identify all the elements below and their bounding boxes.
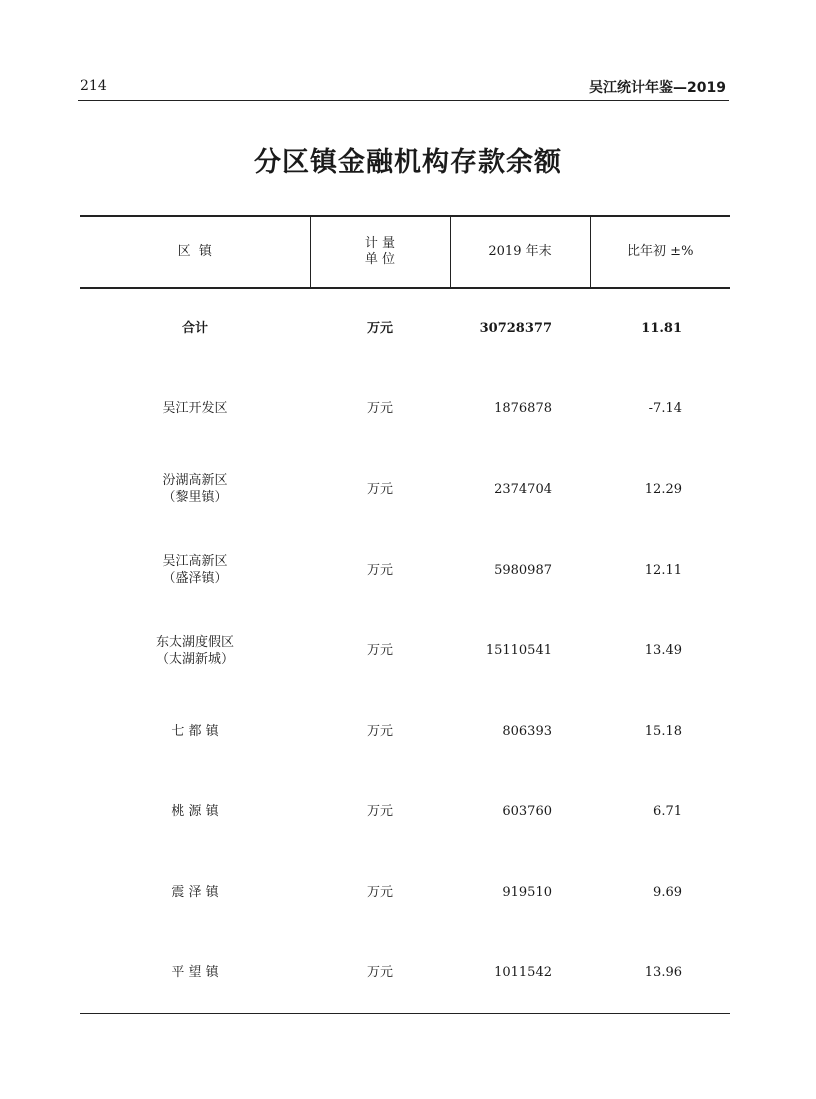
year-end-value-cell: 5980987 bbox=[494, 562, 552, 578]
table-row bbox=[80, 530, 730, 611]
table-row bbox=[80, 852, 730, 933]
table-row bbox=[80, 691, 730, 772]
unit-cell: 万元 bbox=[310, 933, 450, 1014]
table-row bbox=[80, 369, 730, 450]
unit-cell: 万元 bbox=[366, 643, 393, 659]
change-percent-cell: -7.14 bbox=[648, 401, 682, 417]
year-end-value-cell: 30728377 bbox=[479, 321, 552, 337]
district-name: 合计 bbox=[181, 321, 208, 337]
district-cell bbox=[80, 772, 310, 853]
unit-header-line1: 计 量 bbox=[364, 236, 396, 251]
district-cell bbox=[80, 852, 310, 933]
district-cell bbox=[80, 691, 310, 772]
year-end-value-cell: 2374704 bbox=[494, 481, 552, 497]
district-name: 桃 源 镇 bbox=[171, 804, 219, 820]
district-header-label: 区 镇 bbox=[177, 244, 212, 259]
district-name: 七 都 镇 bbox=[171, 723, 219, 739]
change-percent-cell: 13.96 bbox=[590, 933, 730, 1014]
year-end-value-cell: 919510 bbox=[502, 884, 552, 900]
unit-cell: 万元 bbox=[366, 804, 393, 820]
table-row bbox=[80, 449, 730, 530]
year-end-value-cell: 1011542 bbox=[450, 933, 590, 1014]
change-percent-cell: 12.11 bbox=[644, 562, 682, 578]
district-name: 汾湖高新区 bbox=[162, 473, 228, 489]
district-name: 平 望 镇 bbox=[171, 965, 219, 981]
district-cell bbox=[80, 933, 310, 1014]
page-title: 分区镇金融机构存款余额 bbox=[254, 147, 562, 178]
district-alias: （黎里镇） bbox=[162, 490, 228, 506]
district-name: 东太湖度假区 bbox=[155, 634, 234, 650]
district-name: 吴江高新区 bbox=[162, 554, 228, 570]
change-percent-cell: 6.71 bbox=[653, 804, 682, 820]
district-alias: （盛泽镇） bbox=[162, 571, 228, 587]
district-cell bbox=[80, 610, 310, 691]
unit-cell: 万元 bbox=[366, 562, 393, 578]
column-header-district bbox=[80, 216, 310, 288]
header-row bbox=[80, 216, 730, 288]
year-end-value-cell: 603760 bbox=[502, 804, 552, 820]
district-cell bbox=[80, 449, 310, 530]
unit-header-line2: 单 位 bbox=[364, 252, 396, 267]
district-cell bbox=[80, 288, 310, 369]
district-cell bbox=[80, 530, 310, 611]
page-number: 214 bbox=[80, 78, 107, 94]
column-header-change bbox=[590, 216, 730, 288]
change-percent-cell: 13.49 bbox=[644, 643, 682, 659]
table-row bbox=[80, 772, 730, 853]
unit-cell: 万元 bbox=[366, 723, 393, 739]
change-percent-cell: 15.18 bbox=[644, 723, 682, 739]
unit-cell: 万元 bbox=[366, 401, 393, 417]
table-body bbox=[80, 288, 730, 1013]
year-end-value-cell: 806393 bbox=[502, 723, 552, 739]
table-row bbox=[80, 288, 730, 369]
running-title: 吴江统计年鉴—2019 bbox=[589, 80, 726, 96]
table-header bbox=[80, 216, 730, 288]
header-rule bbox=[78, 100, 729, 101]
district-name: 震 泽 镇 bbox=[171, 884, 219, 900]
unit-cell: 万元 bbox=[366, 321, 393, 337]
column-header-year-end bbox=[450, 216, 590, 288]
change-header-label: 比年初 ±% bbox=[627, 244, 694, 259]
district-cell bbox=[80, 369, 310, 450]
table-row bbox=[80, 610, 730, 691]
district-alias: （太湖新城） bbox=[155, 651, 234, 667]
unit-cell: 万元 bbox=[366, 884, 393, 900]
year-end-value-cell: 1876878 bbox=[494, 401, 552, 417]
change-percent-cell: 12.29 bbox=[644, 481, 682, 497]
change-percent-cell: 11.81 bbox=[641, 321, 682, 337]
year-end-header-label: 2019 年末 bbox=[488, 244, 552, 259]
change-percent-cell: 9.69 bbox=[653, 884, 682, 900]
column-header-unit bbox=[310, 216, 450, 288]
table-row bbox=[80, 933, 730, 1014]
year-end-value-cell: 15110541 bbox=[485, 643, 552, 659]
district-name: 吴江开发区 bbox=[162, 401, 228, 417]
deposit-table bbox=[80, 215, 730, 1014]
unit-cell: 万元 bbox=[366, 481, 393, 497]
